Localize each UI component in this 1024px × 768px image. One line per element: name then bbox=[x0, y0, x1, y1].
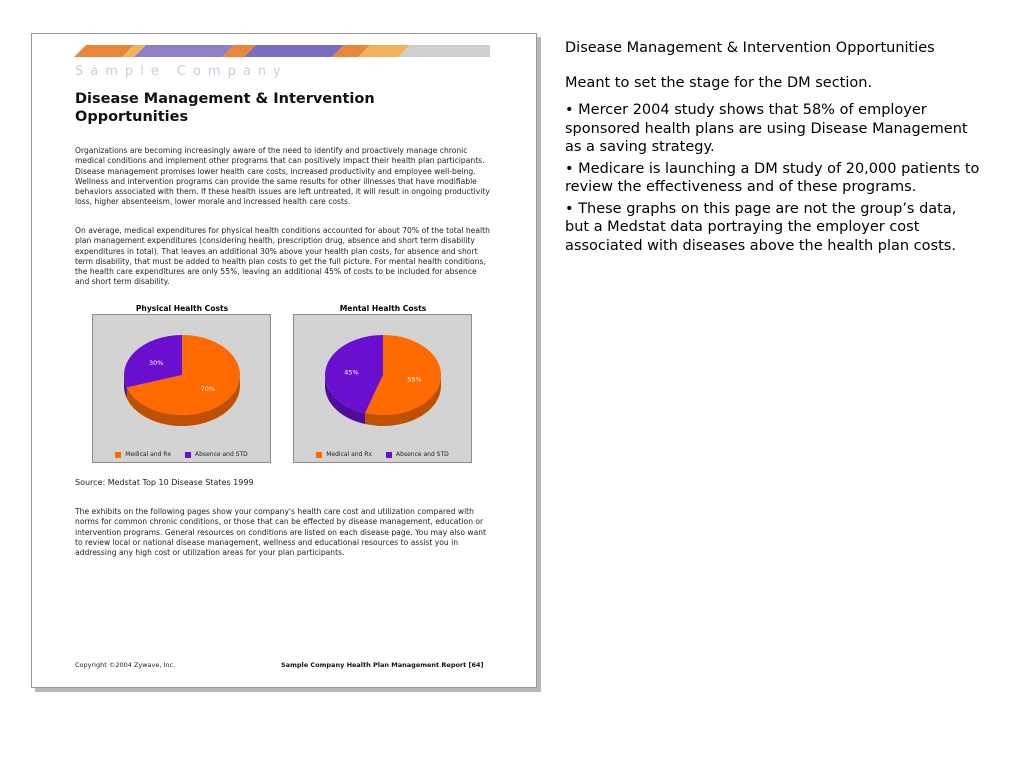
notes-bullet: • Mercer 2004 study shows that 58% of employer sponsored health plans are using Disease Management as a saving strategy. bbox=[565, 102, 968, 155]
notes-title: Disease Management & Intervention Opportunities bbox=[565, 40, 935, 56]
pie-chart-physical bbox=[93, 315, 270, 445]
notes-bullet: • Medicare is launching a DM study of 20,000 patients to review the effectiveness and of these programs. bbox=[565, 160, 980, 195]
banner-segment bbox=[244, 45, 344, 57]
physical-health-chart bbox=[92, 314, 271, 463]
page-title: Disease Management & Intervention Opportunities bbox=[75, 91, 375, 125]
slide-page bbox=[31, 33, 537, 688]
pie-data-label: 45% bbox=[344, 368, 359, 377]
pie-chart-mental bbox=[294, 315, 471, 445]
legend-item bbox=[115, 451, 171, 458]
banner-segment bbox=[398, 45, 490, 57]
legend-item bbox=[185, 451, 248, 458]
legend-swatch bbox=[386, 452, 392, 458]
legend-swatch bbox=[185, 452, 191, 458]
notes-intro: Meant to set the stage for the DM section. bbox=[565, 74, 873, 91]
legend-item bbox=[386, 451, 449, 458]
pie-data-label: 30% bbox=[148, 359, 164, 368]
color-banner bbox=[74, 45, 490, 57]
legend-label: Absence and STD bbox=[195, 451, 248, 458]
notes-bullet: • These graphs on this page are not the group’s data, but a Medstat data portraying the employer cost associated with diseases above the health plan costs. bbox=[565, 200, 957, 254]
legend-swatch bbox=[115, 452, 121, 458]
legend-item bbox=[316, 451, 372, 458]
intro-paragraph: Organizations are becoming increasingly aware of the need to identify and proactively manage chronic medical conditions and implement other programs that can positively impact their health plan participants. Disease management promises lower health care costs, increased productivity and employee well-being. Wellness and intervention programs can provide the same results for other illnesses that have modifiable behaviors associated with them. If these health issues are left untreated, it will result in ongoing productivity loss, higher absenteeism, lower morale and increased health care costs. bbox=[75, 146, 490, 207]
mental-health-chart bbox=[293, 314, 472, 463]
banner-segment bbox=[134, 45, 234, 57]
expenditure-paragraph: On average, medical expenditures for physical health conditions accounted for about 70% of the total health plan management expenditures (considering health, prescription drug, absence and short term disability expenditures in total). That leaves an additional 30% above your health plan costs, for absence and short term disability, that must be added to health plan costs to get the full picture. For mental health conditions, the health care expenditures are only 55%, leaving an additional 45% of costs to be included for absence and short term disability. bbox=[75, 226, 490, 287]
exhibits-paragraph: The exhibits on the following pages show your company's health care cost and utilization compared with norms for common chronic conditions, or those that can be effected by disease management, education or intervention programs. General resources on conditions are listed on each disease page. You may also want to review local or national disease management, wellness and educational resources to assist you in addressing any high cost or utilization areas for your plan participants. bbox=[75, 507, 487, 558]
pie-data-label: 70% bbox=[200, 384, 216, 393]
speaker-notes bbox=[565, 39, 985, 258]
legend-label: Absence and STD bbox=[396, 451, 449, 458]
chart-title-physical: Physical Health Costs bbox=[135, 304, 229, 313]
source-note: Source: Medstat Top 10 Disease States 1999 bbox=[75, 478, 254, 487]
chart-legend bbox=[294, 451, 471, 458]
copyright-footer: Copyright ©2004 Zywave, Inc. bbox=[75, 661, 176, 669]
legend-label: Medical and Rx bbox=[125, 451, 172, 458]
legend-swatch bbox=[316, 452, 322, 458]
chart-legend bbox=[93, 451, 270, 458]
legend-label: Medical and Rx bbox=[326, 451, 373, 458]
report-footer: Sample Company Health Plan Management Report [64] bbox=[281, 661, 484, 669]
chart-title-mental: Mental Health Costs bbox=[339, 304, 427, 313]
pie-data-label: 55% bbox=[407, 375, 422, 384]
company-name: Sample Company bbox=[75, 64, 288, 79]
